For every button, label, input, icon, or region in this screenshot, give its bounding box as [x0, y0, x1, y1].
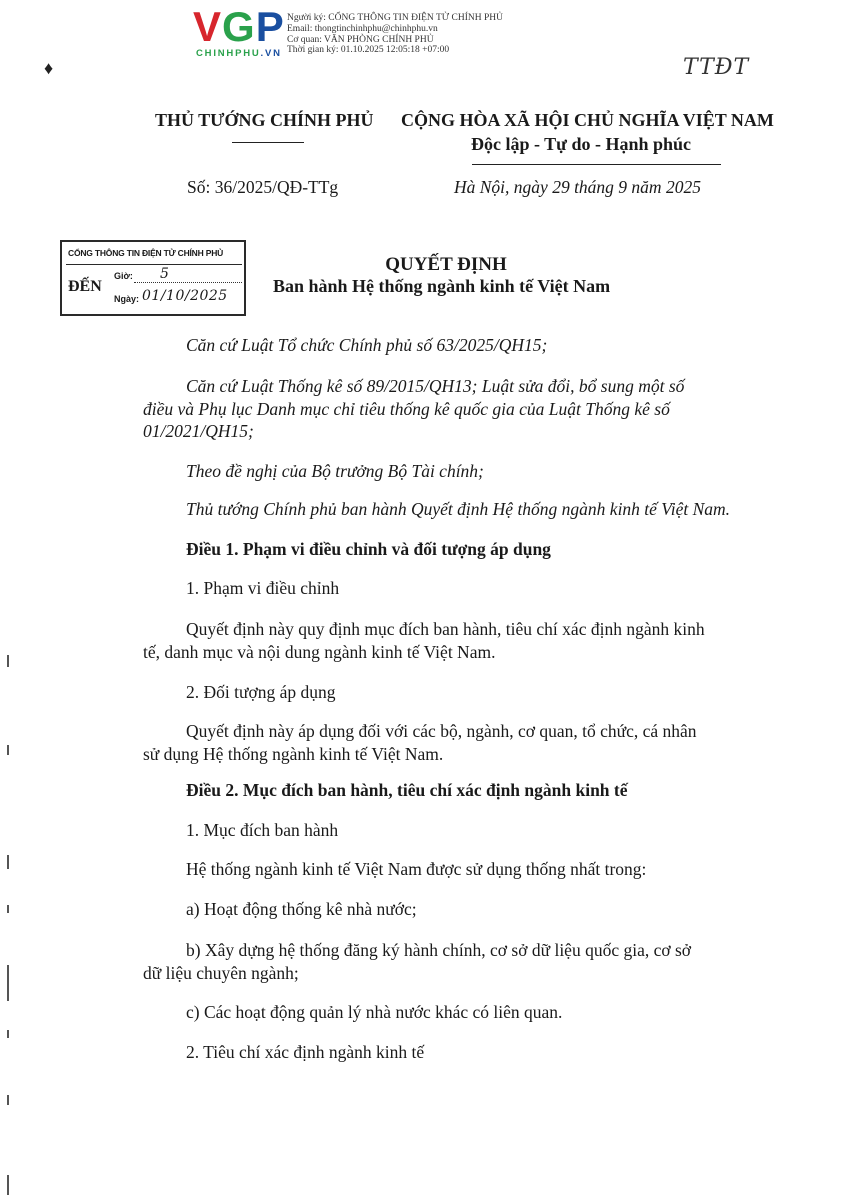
- national-motto: Độc lập - Tự do - Hạnh phúc: [471, 134, 692, 154]
- stamp-ngay-value: 01/10/2025: [142, 288, 228, 304]
- preamble-3: Theo đề nghị của Bộ trưởng Bộ Tài chính;: [186, 461, 484, 481]
- article-1-section-1-line-1: Quyết định này quy định mục đích ban hành, tiêu chí xác định ngành kinh: [186, 619, 705, 639]
- scan-mark: [7, 1095, 9, 1105]
- stamp-gio-value: 5: [160, 266, 169, 282]
- logo-letter-v: V: [193, 3, 223, 50]
- signature-signer: Người ký: CỔNG THÔNG TIN ĐIỆN TỬ CHÍNH PHỦ: [287, 13, 503, 23]
- scan-mark: [7, 1175, 9, 1195]
- preamble-2-line-3: 01/2021/QH15;: [143, 421, 254, 441]
- signature-email: Email: thongtinchinhphu@chinhphu.vn: [287, 23, 438, 34]
- scan-mark: [7, 905, 9, 913]
- incoming-stamp: [60, 240, 246, 316]
- article-2-section-2-title: 2. Tiêu chí xác định ngành kinh tế: [186, 1042, 425, 1062]
- stamp-gio-label: Giờ:: [114, 271, 133, 281]
- issuer-title: THỦ TƯỚNG CHÍNH PHỦ: [155, 110, 374, 130]
- article-2-section-1-intro: Hệ thống ngành kinh tế Việt Nam được sử dụng thống nhất trong:: [186, 859, 647, 879]
- article-1-section-2-line-2: sử dụng Hệ thống ngành kinh tế Việt Nam.: [143, 744, 444, 764]
- preamble-1: Căn cứ Luật Tổ chức Chính phủ số 63/2025/QH15;: [186, 335, 548, 355]
- document-number: Số: 36/2025/QĐ-TTg: [187, 177, 339, 197]
- article-2-item-a: a) Hoạt động thống kê nhà nước;: [186, 899, 417, 919]
- preamble-2-line-1: Căn cứ Luật Thống kê số 89/2015/QH13; Luật sửa đổi, bổ sung một số: [186, 376, 685, 396]
- handwritten-note: TTĐT: [683, 55, 750, 80]
- article-2-item-b-line-2: dữ liệu chuyên ngành;: [143, 963, 299, 983]
- vgp-logo: [193, 3, 285, 50]
- place-date: Hà Nội, ngày 29 tháng 9 năm 2025: [454, 177, 701, 197]
- article-2-item-b-line-1: b) Xây dựng hệ thống đăng ký hành chính, cơ sở dữ liệu quốc gia, cơ sở: [186, 940, 692, 960]
- document-subtitle: Ban hành Hệ thống ngành kinh tế Việt Nam: [273, 276, 611, 296]
- article-1-section-2-title: 2. Đối tượng áp dụng: [186, 682, 336, 702]
- article-2-section-1-title: 1. Mục đích ban hành: [186, 820, 339, 840]
- document-title: QUYẾT ĐỊNH: [385, 254, 507, 275]
- article-1-section-2-line-1: Quyết định này áp dụng đối với các bộ, ngành, cơ quan, tổ chức, cá nhân: [186, 721, 697, 741]
- article-1-section-1-title: 1. Phạm vi điều chỉnh: [186, 578, 340, 598]
- article-1-section-1-line-2: tế, danh mục và nội dung ngành kinh tế Việt Nam.: [143, 642, 496, 662]
- preamble-4: Thủ tướng Chính phủ ban hành Quyết định Hệ thống ngành kinh tế Việt Nam.: [186, 499, 731, 519]
- logo-letter-g: G: [222, 3, 256, 50]
- article-2-heading: Điều 2. Mục đích ban hành, tiêu chí xác định ngành kinh tế: [186, 780, 628, 800]
- stamp-agency: CỔNG THÔNG TIN ĐIỆN TỬ CHÍNH PHỦ: [68, 248, 224, 258]
- scan-mark: [7, 1030, 9, 1038]
- logo-letter-p: P: [255, 3, 285, 50]
- logo-subtitle: [196, 48, 282, 59]
- signature-time: Thời gian ký: 01.10.2025 12:05:18 +07:00: [287, 45, 450, 56]
- stamp-ngay-label: Ngày:: [114, 294, 140, 304]
- article-2-item-c: c) Các hoạt động quản lý nhà nước khác có liên quan.: [186, 1002, 563, 1022]
- margin-mark-icon: ♦: [44, 58, 54, 78]
- preamble-2-line-2: điều và Phụ lục Danh mục chỉ tiêu thống kê quốc gia của Luật Thống kê số: [143, 399, 670, 419]
- digital-signature-info: [287, 13, 503, 56]
- scan-mark: [7, 855, 9, 869]
- logo-subtitle-blue: .VN: [260, 48, 282, 59]
- scan-mark: [7, 655, 9, 667]
- article-1-heading: Điều 1. Phạm vi điều chỉnh và đối tượng áp dụng: [186, 539, 551, 559]
- motto-underline: [472, 164, 721, 165]
- stamp-gio-dots: [134, 282, 242, 283]
- signature-agency: Cơ quan: VĂN PHÒNG CHÍNH PHỦ: [287, 34, 434, 45]
- scan-mark: [7, 965, 9, 1001]
- stamp-den: ĐẾN: [68, 278, 102, 295]
- logo-subtitle-green: CHINHPHU: [196, 48, 261, 59]
- scan-mark: [7, 745, 9, 755]
- issuer-underline: [232, 142, 304, 143]
- national-title: CỘNG HÒA XÃ HỘI CHỦ NGHĨA VIỆT NAM: [401, 110, 774, 130]
